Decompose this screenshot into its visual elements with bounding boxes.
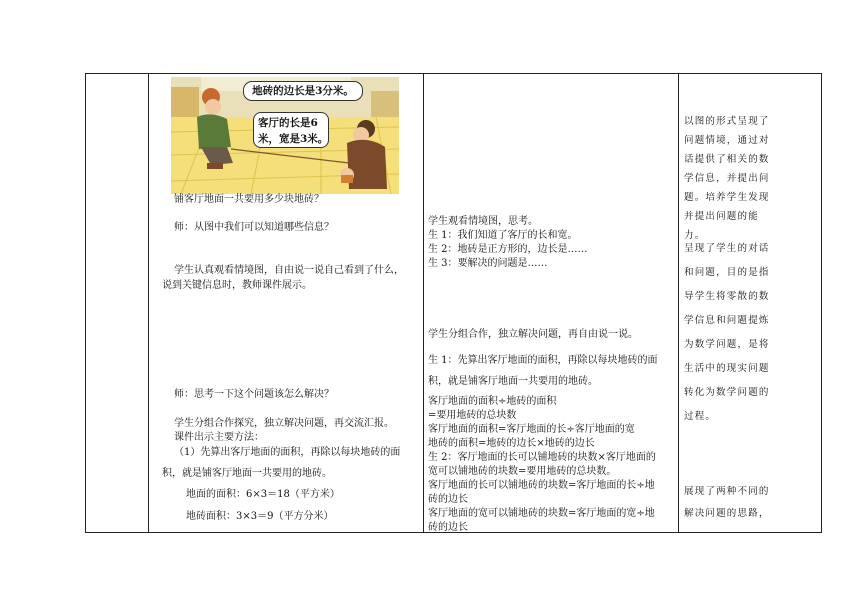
formula-line: 客厅地面的长可以铺地砖的块数=客厅地面的长÷地 bbox=[428, 480, 655, 491]
note-line: 转化为数学问题的 bbox=[684, 387, 770, 398]
formula-line: 地砖的面积=地砖的边长×地砖的边长 bbox=[428, 438, 595, 449]
note-line: 展现了两种不同的 bbox=[684, 486, 770, 497]
teacher-activity-cell bbox=[149, 74, 423, 532]
bubble-text: 地砖的边长是3分米。 bbox=[252, 85, 354, 97]
note-line: 为数学问题，是将 bbox=[684, 339, 770, 350]
formula-line: 宽可以铺地砖的块数=要用地砖的总块数。 bbox=[428, 466, 617, 477]
method-text-1: （1）先算出客厅地面的面积，再除以每块地砖的面 bbox=[174, 447, 401, 458]
think-prompt: 师：思考一下这个问题该怎么解决？ bbox=[174, 389, 334, 400]
note-line: 导学生将零散的数 bbox=[684, 291, 770, 302]
courseware-text: 课件出示主要方法： bbox=[174, 432, 264, 443]
note-line: 和问题，目的是指 bbox=[684, 267, 770, 278]
design-note-3 bbox=[684, 481, 770, 525]
formula-line: 客厅地面的面积=客厅地面的长÷客厅地面的宽 bbox=[428, 424, 635, 435]
formula-line: =要用地砖的总块数 bbox=[428, 410, 517, 421]
student-answer-3: 生 3：要解决的问题是…… bbox=[428, 258, 548, 269]
teacher-prompt: 师：从图中我们可以知道哪些信息？ bbox=[174, 222, 334, 233]
note-line: 解决问题的思路， bbox=[684, 508, 770, 519]
method-text-2: 积，就是铺客厅地面一共要用的地砖。 bbox=[162, 468, 332, 479]
note-line: 题。培养学生发现 bbox=[684, 192, 770, 203]
group-work-text: 学生分组合作，独立解决问题，再自由说一说。 bbox=[428, 329, 638, 340]
bubble-text: 米，宽是3米。 bbox=[258, 133, 329, 145]
question-text: 铺客厅地面一共要用多少块地砖？ bbox=[174, 194, 324, 205]
note-line: 生活中的现实问题 bbox=[684, 363, 770, 374]
bubble-text: 客厅的长是6 bbox=[258, 117, 318, 129]
note-line: 以图的形式呈现了 bbox=[684, 116, 770, 127]
note-line: 问题情境，通过对 bbox=[684, 135, 770, 146]
formula-line: 砖的边长 bbox=[428, 522, 468, 533]
student-activity-cell bbox=[424, 74, 678, 532]
floor-area-calc: 地面的面积：6×3＝18（平方米） bbox=[186, 489, 340, 500]
formula-line: 生 2：客厅地面的长可以铺地砖的块数×客厅地面的 bbox=[428, 452, 656, 463]
student-answer-2: 生 2：地砖是正方形的，边长是…… bbox=[428, 244, 588, 255]
note-line: 学信息，并提出问 bbox=[684, 173, 770, 184]
observe-text-2: 说到关键信息时，教师课件展示。 bbox=[162, 280, 312, 291]
note-line: 过程。 bbox=[684, 411, 717, 422]
note-line: 呈现了学生的对话 bbox=[684, 243, 770, 254]
explore-text: 学生分组合作探究，独立解决问题，再交流汇报。 bbox=[174, 418, 394, 429]
student-answer-1: 生 1：我们知道了客厅的长和宽。 bbox=[428, 230, 578, 241]
student-method-1: 生 1：先算出客厅地面的面积，再除以每块地砖的面 bbox=[428, 355, 658, 366]
formula-line: 客厅地面的宽可以铺地砖的块数=客厅地面的宽÷地 bbox=[428, 508, 655, 519]
formula-line: 客厅地面的面积÷地砖的面积 bbox=[428, 396, 557, 407]
note-line: 力。 bbox=[684, 230, 706, 241]
design-note-1 bbox=[684, 112, 770, 245]
note-line: 学信息和问题提炼 bbox=[684, 315, 770, 326]
formula-line: 砖的边长 bbox=[428, 494, 468, 505]
design-intent-cell bbox=[679, 74, 821, 532]
note-line: 并提出问题的能 bbox=[684, 211, 759, 222]
student-method-2: 积，就是铺客厅地面一共要用的地砖。 bbox=[428, 376, 598, 387]
lesson-table bbox=[85, 73, 822, 533]
tile-area-calc: 地砖面积：3×3＝9（平方分米） bbox=[186, 511, 334, 522]
student-observe: 学生观看情境图，思考。 bbox=[428, 216, 538, 227]
note-line: 话提供了相关的数 bbox=[684, 154, 770, 165]
observe-text-1: 学生认真观看情境图，自由说一说自己看到了什么， bbox=[174, 265, 404, 276]
design-note-2 bbox=[684, 237, 770, 429]
